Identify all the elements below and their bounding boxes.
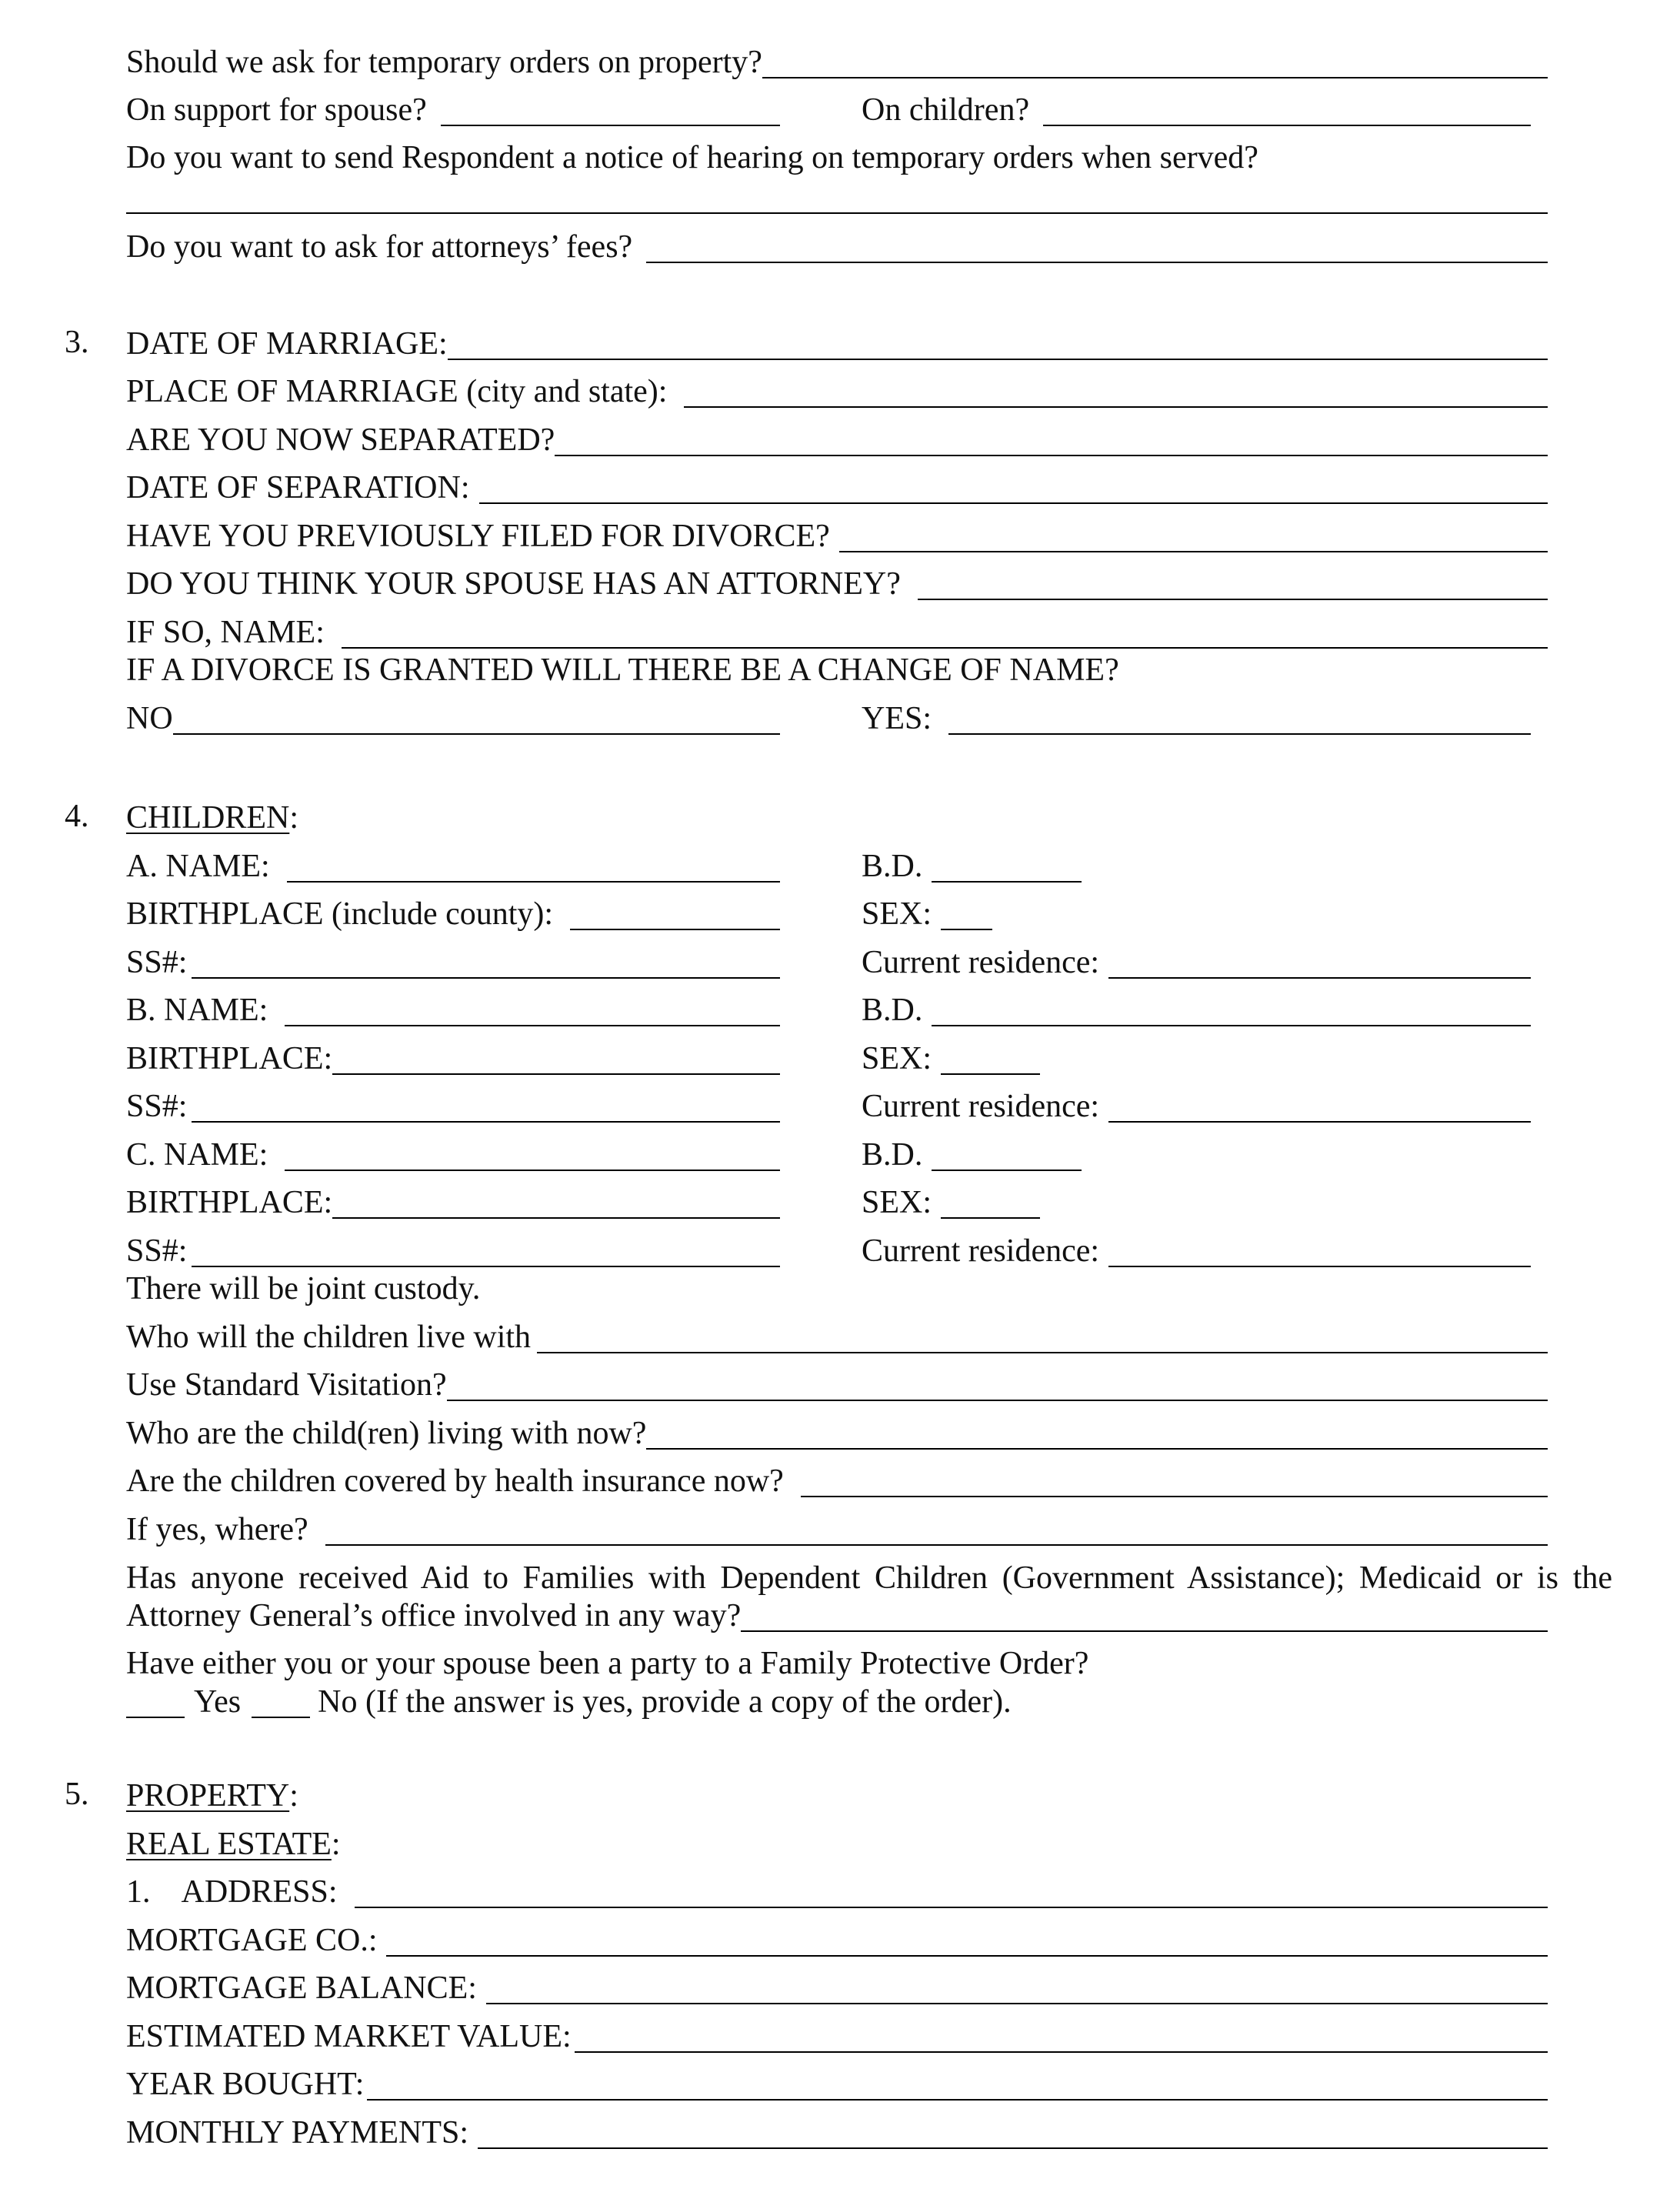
child-b-bd-row	[862, 982, 1531, 1026]
if-yes-where-field[interactable]	[325, 1544, 1548, 1546]
standard-visitation-label: Use Standard Visitation?	[126, 1367, 447, 1403]
address-label: ADDRESS:	[181, 1874, 338, 1910]
temp-spouse-label: On support for spouse?	[126, 92, 427, 128]
child-a-bd-label: B.D.	[862, 849, 923, 884]
spouse-attorney-row	[126, 556, 1548, 600]
protective-order-label: Have either you or your spouse been a party to a Family Protective Order?	[126, 1646, 1089, 1681]
aid-question-field[interactable]	[741, 1630, 1548, 1632]
mortgage-co-label: MORTGAGE CO.:	[126, 1923, 378, 1958]
health-insurance-label: Are the children covered by health insurance now?	[126, 1463, 784, 1499]
change-no-label: NO	[126, 701, 173, 736]
child-c-residence-label: Current residence:	[862, 1233, 1100, 1269]
protective-no-blank[interactable]	[252, 1717, 310, 1718]
protective-yes-label: Yes	[194, 1684, 242, 1720]
child-c-sex-row	[862, 1174, 1040, 1219]
temp-notice-field[interactable]	[126, 212, 1548, 214]
temp-property-row	[126, 34, 1548, 78]
if-so-name-label: IF SO, NAME:	[126, 615, 325, 650]
address-field[interactable]	[355, 1907, 1548, 1908]
child-c-name-field[interactable]	[285, 1170, 780, 1171]
change-yes-row	[862, 690, 1531, 735]
child-b-sex-row	[862, 1030, 1040, 1075]
child-c-sex-field[interactable]	[941, 1217, 1040, 1219]
temp-property-field[interactable]	[762, 77, 1548, 78]
aid-question-line2: Attorney General’s office involved in any way?	[126, 1598, 742, 1633]
mortgage-co-row	[126, 1912, 1548, 1957]
change-yes-field[interactable]	[948, 733, 1531, 735]
child-b-name-field[interactable]	[285, 1025, 780, 1026]
real-estate-heading: REAL ESTATE	[126, 1827, 332, 1862]
child-b-residence-label: Current residence:	[862, 1089, 1100, 1124]
child-c-name-row	[126, 1126, 780, 1171]
child-a-birthplace-label: BIRTHPLACE (include county):	[126, 896, 554, 932]
monthly-payments-row	[126, 2104, 1548, 2149]
child-b-name-row	[126, 982, 780, 1026]
protective-answer-row	[126, 1673, 1548, 1718]
change-no-row	[126, 690, 780, 735]
living-now-label: Who are the child(ren) living with now?	[126, 1416, 647, 1451]
temp-notice-row	[126, 129, 1548, 174]
change-no-field[interactable]	[173, 733, 780, 735]
property-heading-colon: :	[289, 1778, 298, 1814]
date-of-separation-label: DATE OF SEPARATION:	[126, 470, 470, 506]
child-a-ss-row	[126, 934, 780, 979]
section-3-number: 3.	[65, 325, 89, 360]
if-yes-where-row	[126, 1501, 1548, 1546]
child-a-name-row	[126, 838, 780, 883]
date-of-marriage-row	[126, 315, 1548, 360]
monthly-payments-field[interactable]	[478, 2147, 1548, 2149]
child-a-name-label: A. NAME:	[126, 849, 270, 884]
property-heading-row	[126, 1767, 588, 1812]
child-b-residence-row	[862, 1078, 1531, 1123]
child-a-bd-row	[862, 838, 1082, 883]
temp-property-label: Should we ask for temporary orders on property?	[126, 45, 762, 80]
children-heading: CHILDREN	[126, 800, 290, 836]
separated-row	[126, 412, 1548, 456]
date-of-marriage-label: DATE OF MARRIAGE:	[126, 326, 448, 362]
child-a-ss-field[interactable]	[192, 977, 780, 979]
temp-fees-label: Do you want to ask for attorneys’ fees?	[126, 229, 633, 265]
child-c-ss-label: SS#:	[126, 1233, 188, 1269]
temp-children-field[interactable]	[1043, 125, 1531, 126]
aid-question-line1: Has anyone received Aid to Families with Dependent Children (Government Assistance); Medicaid or is the	[126, 1560, 1612, 1596]
child-b-ss-row	[126, 1078, 780, 1123]
child-c-birthplace-label: BIRTHPLACE:	[126, 1185, 333, 1220]
if-yes-where-label: If yes, where?	[126, 1512, 308, 1547]
real-estate-heading-row	[126, 1816, 588, 1860]
year-bought-field[interactable]	[367, 2099, 1548, 2101]
mortgage-balance-row	[126, 1960, 1548, 2004]
protective-no-label: No (If the answer is yes, provide a copy of the order).	[318, 1684, 1012, 1720]
spouse-attorney-label: DO YOU THINK YOUR SPOUSE HAS AN ATTORNEY?	[126, 566, 901, 602]
place-of-marriage-field[interactable]	[684, 406, 1548, 408]
spouse-attorney-field[interactable]	[918, 599, 1548, 600]
temp-fees-row	[126, 219, 1548, 263]
market-value-row	[126, 2008, 1548, 2053]
joint-custody-text: There will be joint custody.	[126, 1271, 481, 1306]
address-row	[126, 1864, 1548, 1908]
child-b-birthplace-row	[126, 1030, 780, 1075]
market-value-label: ESTIMATED MARKET VALUE:	[126, 2019, 572, 2054]
child-b-bd-label: B.D.	[862, 993, 923, 1028]
change-of-name-label: IF A DIVORCE IS GRANTED WILL THERE BE A CHANGE OF NAME?	[126, 652, 1119, 688]
child-a-sex-label: SEX:	[862, 896, 932, 932]
protective-yes-blank[interactable]	[126, 1717, 185, 1718]
year-bought-label: YEAR BOUGHT:	[126, 2067, 365, 2102]
child-a-ss-label: SS#:	[126, 945, 188, 980]
address-number: 1.	[126, 1874, 151, 1910]
separated-field[interactable]	[555, 455, 1548, 456]
child-b-residence-field[interactable]	[1108, 1121, 1531, 1123]
year-bought-row	[126, 2056, 1548, 2101]
child-a-residence-field[interactable]	[1108, 977, 1531, 979]
real-estate-heading-colon: :	[331, 1827, 341, 1862]
child-b-bd-field[interactable]	[932, 1025, 1531, 1026]
live-with-row	[126, 1309, 1548, 1353]
child-c-bd-row	[862, 1126, 1082, 1171]
change-yes-label: YES:	[862, 701, 932, 736]
monthly-payments-label: MONTHLY PAYMENTS:	[126, 2115, 469, 2151]
living-now-row	[126, 1405, 1548, 1450]
change-of-name-row	[126, 642, 1548, 686]
child-c-bd-label: B.D.	[862, 1137, 923, 1173]
temp-fees-field[interactable]	[646, 262, 1548, 263]
child-a-birthplace-field[interactable]	[570, 929, 780, 930]
child-a-bd-field[interactable]	[932, 881, 1082, 883]
child-c-birthplace-row	[126, 1174, 780, 1219]
temp-children-label: On children?	[862, 92, 1030, 128]
previously-filed-label: HAVE YOU PREVIOUSLY FILED FOR DIVORCE?	[126, 519, 830, 554]
section-4-number: 4.	[65, 799, 89, 834]
child-b-ss-field[interactable]	[192, 1121, 780, 1123]
children-heading-colon: :	[289, 800, 298, 836]
child-b-birthplace-label: BIRTHPLACE:	[126, 1041, 333, 1076]
child-b-birthplace-field[interactable]	[332, 1073, 780, 1075]
live-with-label: Who will the children live with	[126, 1320, 532, 1355]
child-a-residence-row	[862, 934, 1531, 979]
child-c-name-label: C. NAME:	[126, 1137, 268, 1173]
aid-question-row	[126, 1587, 1548, 1632]
place-of-marriage-label: PLACE OF MARRIAGE (city and state):	[126, 374, 668, 409]
living-now-field[interactable]	[646, 1448, 1548, 1450]
section-5-number: 5.	[65, 1777, 89, 1812]
children-heading-row	[126, 789, 588, 834]
property-heading: PROPERTY	[126, 1778, 290, 1814]
date-of-marriage-field[interactable]	[448, 359, 1548, 360]
child-a-sex-field[interactable]	[941, 929, 992, 930]
child-b-ss-label: SS#:	[126, 1089, 188, 1124]
child-a-residence-label: Current residence:	[862, 945, 1100, 980]
child-b-sex-label: SEX:	[862, 1041, 932, 1076]
child-a-name-field[interactable]	[287, 881, 780, 883]
health-insurance-field[interactable]	[801, 1496, 1548, 1497]
place-of-marriage-row	[126, 363, 1548, 408]
previously-filed-field[interactable]	[839, 551, 1548, 552]
child-a-sex-row	[862, 886, 992, 930]
child-c-bd-field[interactable]	[932, 1170, 1082, 1171]
mortgage-balance-label: MORTGAGE BALANCE:	[126, 1970, 477, 2006]
date-of-separation-row	[126, 459, 1548, 504]
previously-filed-row	[126, 508, 1548, 552]
health-insurance-row	[126, 1453, 1548, 1497]
separated-label: ARE YOU NOW SEPARATED?	[126, 422, 555, 458]
child-c-sex-label: SEX:	[862, 1185, 932, 1220]
standard-visitation-row	[126, 1356, 1548, 1401]
date-of-separation-field[interactable]	[479, 502, 1548, 504]
temp-children-row	[862, 82, 1531, 126]
temp-spouse-field[interactable]	[441, 125, 780, 126]
joint-custody-row	[126, 1260, 1548, 1305]
child-c-birthplace-field[interactable]	[332, 1217, 780, 1219]
child-a-birthplace-row	[126, 886, 780, 930]
child-b-name-label: B. NAME:	[126, 993, 268, 1028]
temp-notice-label: Do you want to send Respondent a notice of hearing on temporary orders when served?	[126, 140, 1258, 175]
market-value-field[interactable]	[575, 2051, 1548, 2053]
child-b-sex-field[interactable]	[941, 1073, 1040, 1075]
mortgage-co-field[interactable]	[386, 1955, 1548, 1957]
standard-visitation-field[interactable]	[447, 1400, 1548, 1401]
mortgage-balance-field[interactable]	[486, 2003, 1548, 2004]
live-with-field[interactable]	[537, 1352, 1548, 1353]
temp-spouse-row	[126, 82, 780, 126]
